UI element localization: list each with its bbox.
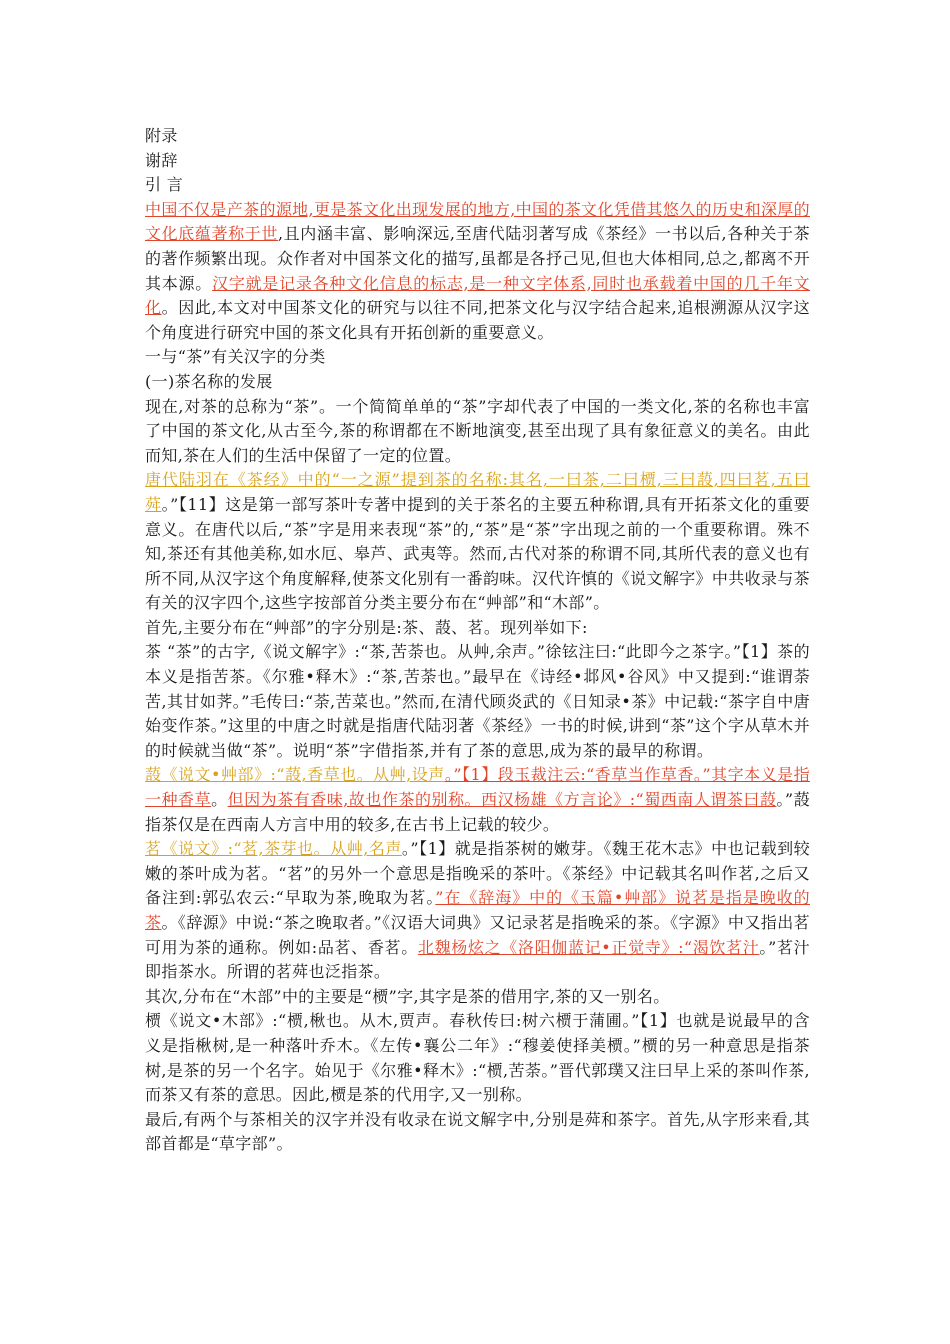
highlight-gold: 蔎《说文•艸部》:“蔎,香草也。从艸,设声	[145, 765, 445, 785]
highlight-red: 汉字就是记录各种文化信息的标志,是一种文字体系,同时也承载着中国的几千年文化	[145, 273, 811, 318]
highlight-gold: 唐代陆羽在《茶经》中的“一之源”提到茶的名称:其名,一曰茶,二曰槚,三曰蔎,四曰茗,五曰荈	[145, 470, 810, 514]
paragraph: 最后,有两个与茶相关的汉字并没有收录在说文解字中,分别是荈和茶字。首先,从字形来看,其部首都是“草字部”。	[145, 1109, 810, 1154]
heading-appendix: 附录	[145, 126, 178, 145]
document-body	[145, 124, 810, 1157]
highlight-red: 中国不仅是产茶的源地,更是茶文化出现发展的地方,中国的茶文化凭借其悠久的历史和深厚的文化底蕴著称于世	[145, 199, 810, 244]
subsection-heading: (一)茶名称的发展	[145, 371, 273, 391]
intro-paragraph: 中国不仅是产茶的源地,更是茶文化出现发展的地方,中国的茶文化凭借其悠久的历史和深厚的文化底蕴著称于世,且内涵丰富、影响深远,至唐代陆羽著写成《茶经》一书以后,各种关于茶的著作频繁出现。众作者对中国茶文化的描写,虽都是各抒己见,但也大体相同,总之,都离不开其本源。汉字就是记录各种文化信息的标志,是一种文字体系,同时也承载着中国的几千年文化。因此,本文对中国茶文化的研究与以往不同,把茶文化与汉字结合起来,追根溯源从汉字这个角度进行研究中国的茶文化具有开拓创新的重要意义。	[145, 199, 811, 342]
highlight-red: 。”【1】段玉裁注云:“香草当作草香。”其字本义是指一种香草	[145, 765, 810, 810]
paragraph: 茗《说文》:“茗,茶芽也。从艸,名声。”【1】就是指茶树的嫩芽。《魏王花木志》中也记载到较嫩的茶叶成为茗。“茗”的另外一个意思是指晚采的茶叶。《茶经》中记载其名叫作茗,之后又备注到:郭弘农云:“早取为茶,晚取为茗。”在《辞海》中的《玉篇•艸部》说茗是指是晚收的茶。《辞源》中说:“茶之晚取者。”《汉语大词典》又记录茗是指晚采的茶。《字源》中又指出茗可用为茶的通称。例如:品茗、香茗。北魏杨炫之《洛阳伽蓝记•正觉寺》:“渴饮茗汁。”茗汁即指茶水。所谓的茗荈也泛指茶。	[145, 839, 811, 982]
heading-intro: 引 言	[145, 175, 184, 195]
section-heading: 一与“茶”有关汉字的分类	[145, 347, 326, 367]
paragraph: 其次,分布在“木部”中的主要是“槚”字,其字是茶的借用字,茶的又一别名。	[145, 986, 670, 1006]
highlight-gold: 茗《说文》:“茗,茶芽也。从艸,名声	[145, 839, 402, 859]
heading-thanks: 谢辞	[145, 150, 178, 170]
paragraph: 首先,主要分布在“艸部”的字分别是:茶、蔎、茗。现列举如下:	[145, 617, 588, 637]
highlight-red: ”在《辞海》中的《玉篇•艸部》说茗是指是晚收的茶	[145, 888, 810, 932]
paragraph: 茶 “茶”的古字,《说文解字》:“茶,苦荼也。从艸,余声。”徐铉注曰:“此即今之茶字。”【1】茶的本义是指苦茶。《尔雅•释木》:“茶,苦荼也。”最早在《诗经•邶风•谷风》中又提到:“谁谓荼苦,其甘如荠。”毛传曰:“荼,苦菜也。”然而,在清代顾炎武的《日知录•茶》中记载:“茶字自中唐始变作茶。”这里的中唐之时就是指唐代陆羽著《茶经》一书的时候,讲到“茶”这个字从草木并的时候就当做“茶”。说明“茶”字借指茶,并有了茶的意思,成为茶的最早的称谓。	[145, 642, 810, 760]
paragraph: 唐代陆羽在《茶经》中的“一之源”提到茶的名称:其名,一曰茶,二曰槚,三曰蔎,四曰茗,五曰荈。”【11】这是第一部写茶叶专著中提到的关于茶名的主要五种称谓,具有开拓茶文化的重要意义。在唐代以后,“茶”字是用来表现“茶”的,“茶”是“茶”字出现之前的一个重要称谓。殊不知,茶还有其他美称,如水厄、皋芦、武夷等。然而,古代对茶的称谓不同,其所代表的意义也有所不同,从汉字这个角度解释,使茶文化别有一番韵味。汉代许慎的《说文解字》中共收录与茶有关的汉字四个,这些字按部首分类主要分布在“艸部”和“木部”。	[145, 470, 810, 613]
highlight-red: 北魏杨炫之《洛阳伽蓝记•正觉寺》:“渴饮茗汁	[417, 937, 760, 957]
paragraph: 槚《说文•木部》:“槚,楸也。从木,贾声。春秋传曰:树六槚于蒲圃。”【1】也就是说最早的含义是指楸树,是一种落叶乔木。《左传•襄公二年》:“穆姜使择美槚。”槚的另一种意思是指茶树,是茶的另一个名字。始见于《尔雅•释木》:“槚,苦荼。”晋代郭璞又注曰早上采的茶叫作茶,而茶又有茶的意思。因此,槚是茶的代用字,又一别称。	[145, 1011, 810, 1105]
highlight-red: 但因为茶有香味,故也作茶的别称。西汉杨雄《方言论》:“蜀西南人谓茶曰蔎	[227, 790, 777, 810]
paragraph: 现在,对茶的总称为“茶”。一个简简单单的“茶”字却代表了中国的一类文化,茶的名称也丰富了中国的茶文化,从古至今,茶的称谓都在不断地演变,甚至出现了具有象征意义的美名。由此而知,茶在人们的生活中保留了一定的位置。	[145, 396, 810, 465]
paragraph: 蔎《说文•艸部》:“蔎,香草也。从艸,设声。”【1】段玉裁注云:“香草当作草香。”其字本义是指一种香草。但因为茶有香味,故也作茶的别称。西汉杨雄《方言论》:“蜀西南人谓茶曰蔎。”蔎指茶仅是在西南人方言中用的较多,在古书上记载的较少。	[145, 765, 810, 834]
